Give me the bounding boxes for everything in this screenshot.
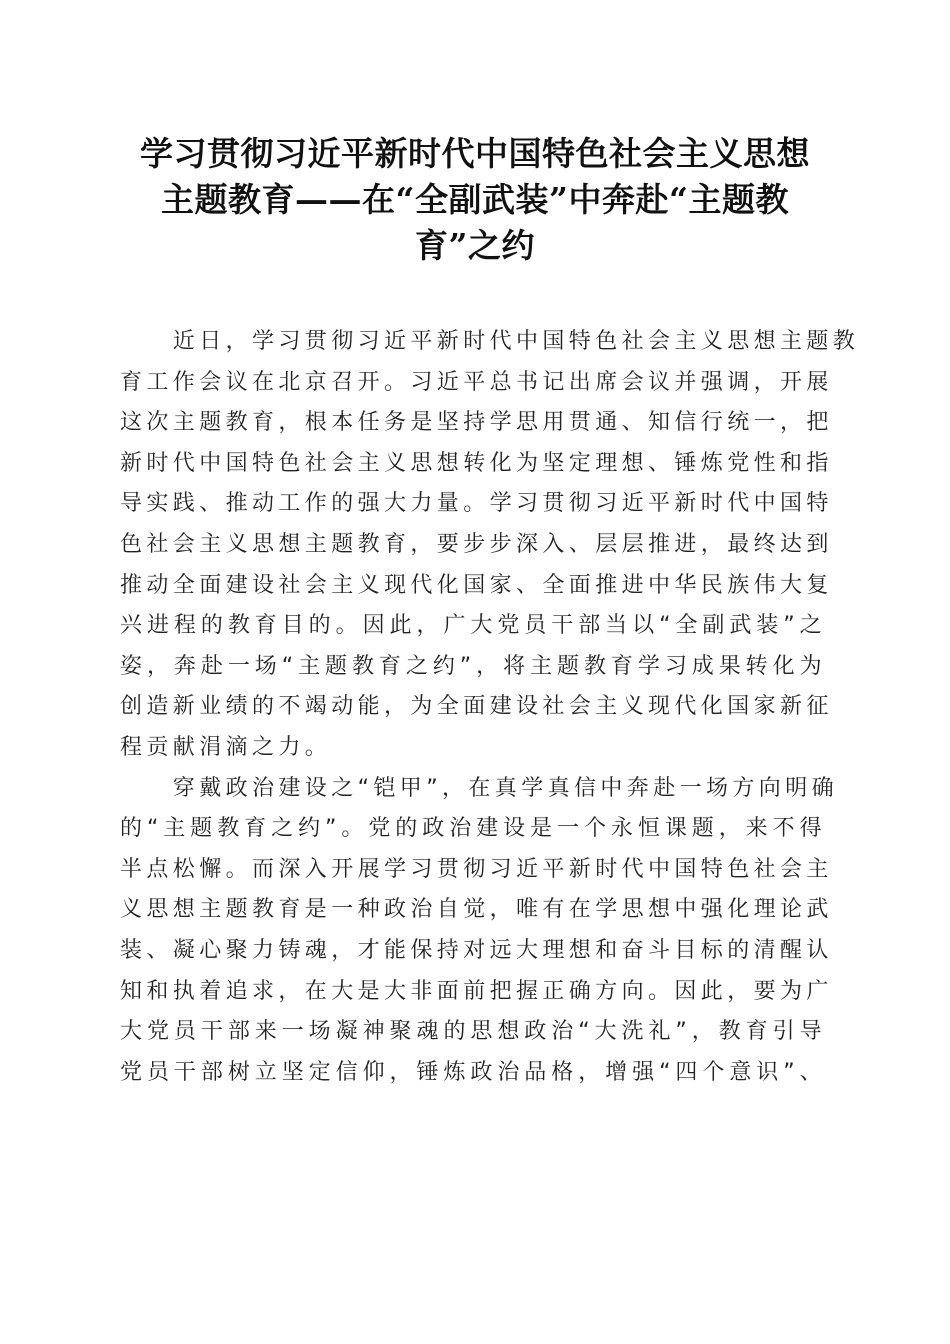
document-title [100,131,850,269]
text-line: 这次主题教育，根本任务是坚持学思用贯通、知信行统一，把 [120,410,833,436]
text-line: 的“主题教育之约”。党的政治建设是一个永恒课题，来不得 [120,816,826,842]
text-line: 程贡献涓滴之力。 [120,734,332,760]
title-line: 学习贯彻习近平新时代中国特色社会主义思想 [140,134,810,173]
text-line: 育工作会议在北京召开。习近平总书记出席会议并强调，开展 [120,369,833,395]
text-line: 兴进程的教育目的。因此，广大党员干部当以“全副武装”之 [120,613,826,639]
text-line: 装、凝心聚力铸魂，才能保持对远大理想和奋斗目标的清醒认 [120,937,833,963]
text-line: 创造新业绩的不竭动能，为全面建设社会主义现代化国家新征 [120,694,833,720]
text-line: 半点松懈。而深入开展学习贯彻习近平新时代中国特色社会主 [120,856,833,882]
title-line: 主题教育——在“全副武装”中奔赴“主题教 [161,180,789,219]
text-line: 新时代中国特色社会主义思想转化为坚定理想、锤炼党性和指 [120,450,833,476]
document-body [120,322,860,1093]
paragraph-2 [120,769,838,1094]
title-line: 育”之约 [415,226,535,265]
text-line: 党员干部树立坚定信仰，锤炼政治品格，增强“四个意识”、 [120,1059,826,1085]
text-line: 色社会主义思想主题教育，要步步深入、层层推进，最终达到 [120,531,833,557]
text-line: 知和执着追求，在大是大非面前把握正确方向。因此，要为广 [120,978,833,1004]
text-line: 大党员干部来一场凝神聚魂的思想政治“大洗礼”，教育引导 [120,1019,826,1045]
text-line: 义思想主题教育是一种政治自觉，唯有在学思想中强化理论武 [120,897,833,923]
text-line: 导实践、推动工作的强大力量。学习贯彻习近平新时代中国特 [120,491,833,517]
paragraph-1 [120,322,860,769]
text-line: 推动全面建设社会主义现代化国家、全面推进中华民族伟大复 [120,572,833,598]
text-line: 近日，学习贯彻习近平新时代中国特色社会主义思想主题教 [120,329,860,354]
text-line: 姿，奔赴一场“主题教育之约”，将主题教育学习成果转化为 [120,653,826,679]
text-line: 穿戴政治建设之“铠甲”，在真学真信中奔赴一场方向明确 [120,775,838,801]
